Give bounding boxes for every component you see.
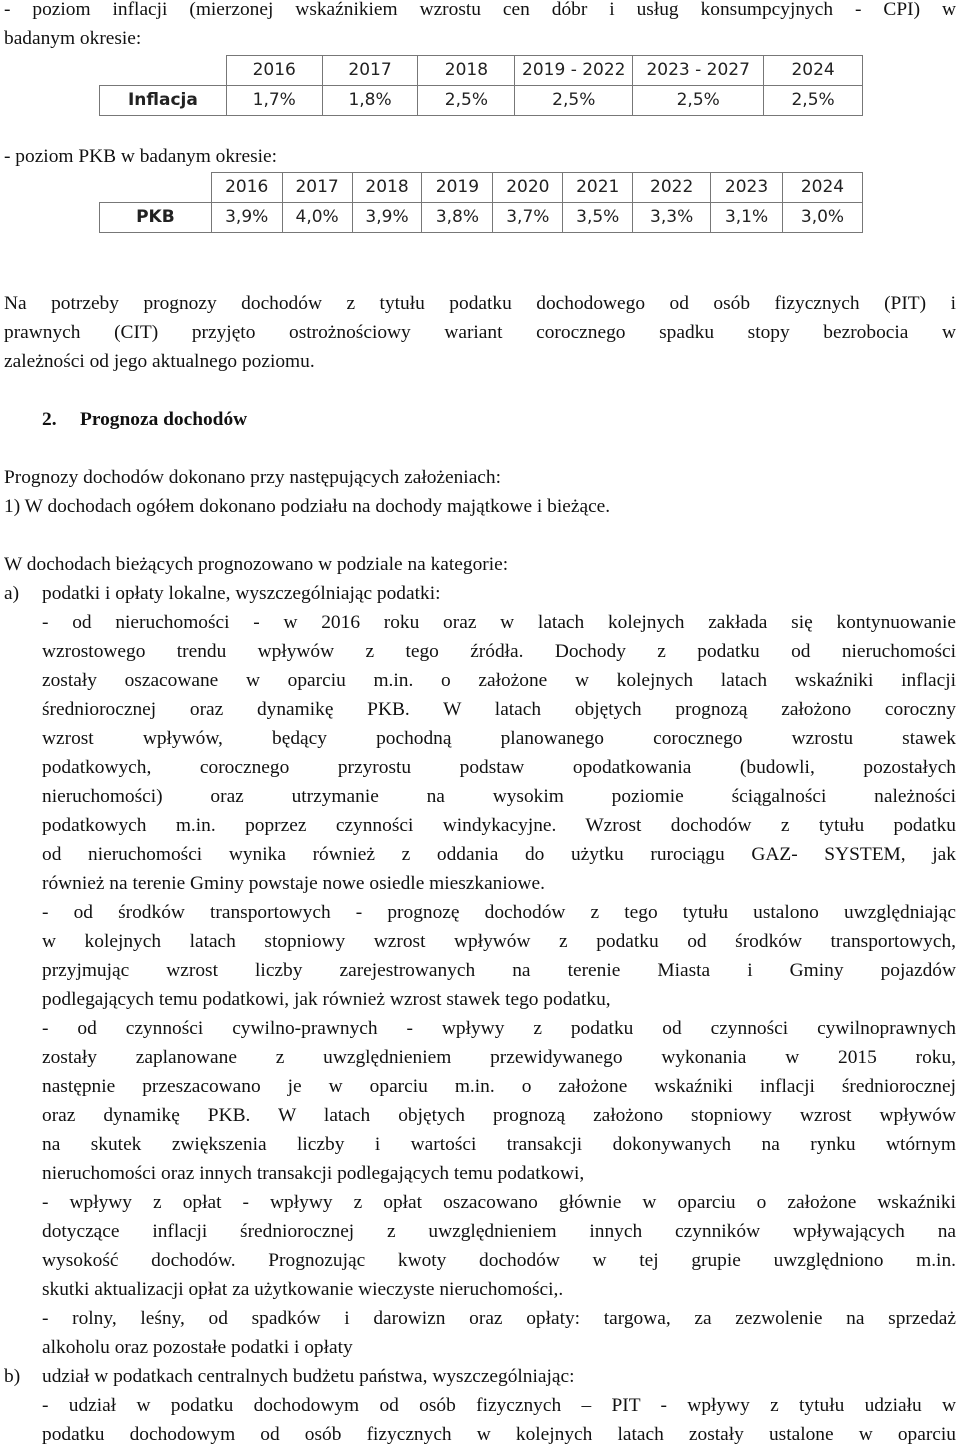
paragraph-line: Prognozy dochodów dokonano przy następujących założeniach: [4,467,501,488]
gdp-intro-line: - poziom PKB w badanym okresie: [4,146,278,167]
gdp-value-cell: 3,1% [711,202,783,232]
inflation-year-cell: 2017 [322,56,418,86]
table-corner [100,173,212,203]
list-item-a-line: - od czynności cywilno-prawnych - wpływy z podatku od czynności cywilnoprawnych [42,1018,956,1039]
inflation-value-cell: 1,8% [322,85,418,115]
gdp-value-cell: 3,9% [211,202,282,232]
gdp-value-cell: 3,9% [352,202,422,232]
list-item-a-line: przyjmując wzrost liczby zarejestrowanych na terenie Miasta i Gminy pojazdów [42,960,956,981]
list-marker-b: b) [4,1366,21,1387]
paragraph-line: 1) W dochodach ogółem dokonano podziału na dochody majątkowe i bieżące. [4,496,611,517]
list-item-b-title: udział w podatkach centralnych budżetu państwa, wyszczególniając: [42,1366,575,1387]
list-item-a-line: zostały oszacowane w oparciu m.in. o założone w kolejnych latach wskaźniki inflacji [42,670,956,691]
gdp-value-cell: 3,5% [563,202,633,232]
inflation-table-header-row [100,56,863,86]
inflation-table [99,55,863,116]
paragraph-line: W dochodach bieżących prognozowano w podziale na kategorie: [4,554,509,575]
list-item-a-line: wzrostowego trendu wpływów z tego źródła. Dochody z podatku od nieruchomości [42,641,956,662]
list-item-a-line: - od środków transportowych - prognozę dochodów z tego tytułu ustalono uwzględniając [42,902,956,923]
list-item-a-line: od nieruchomości wynika również z oddania do użytku rurociągu GAZ- SYSTEM, jak [42,844,956,865]
inflation-value-cell: 2,5% [515,85,633,115]
gdp-year-cell: 2016 [211,173,282,203]
gdp-year-cell: 2022 [633,173,711,203]
list-item-a-line: podatkowych, corocznego przyrostu podstaw opodatkowania (budowli, pozostałych [42,757,956,778]
list-item-a-line: oraz dynamikę PKB. W latach objętych prognozą założono stopniowy wzrost wpływów [42,1105,956,1126]
list-item-a-line: podlegających temu podatkowi, jak również wzrost stawek tego podatku, [42,989,611,1010]
gdp-table [99,172,863,233]
gdp-year-cell: 2018 [352,173,422,203]
list-item-a-line: na skutek zwiększenia liczby i wartości transakcji dokonywanych na rynku wtórnym [42,1134,956,1155]
gdp-row-label: PKB [100,202,212,232]
inflation-table-row [100,85,863,115]
paragraph-line: zależności od jego aktualnego poziomu. [4,351,315,372]
inflation-row-label: Inflacja [100,85,227,115]
list-item-a-line: dotyczące inflacji średniorocznej z uwzględnieniem innych czynników wpływających na [42,1221,956,1242]
list-item-a-line: alkoholu oraz pozostałe podatki i opłaty [42,1337,353,1358]
inflation-year-cell: 2016 [226,56,322,86]
gdp-year-cell: 2019 [422,173,493,203]
section-title: Prognoza dochodów [80,409,248,430]
gdp-year-cell: 2024 [783,173,863,203]
list-item-b-line: - udział w podatku dochodowym od osób fizycznych – PIT - wpływy z tytułu udziału w [42,1395,956,1416]
gdp-year-cell: 2023 [711,173,783,203]
paragraph-line: prawnych (CIT) przyjęto ostrożnościowy wariant corocznego spadku stopy bezrobocia w [4,322,956,343]
inflation-year-cell: 2018 [418,56,515,86]
list-item-a-line: wysokość dochodów. Prognozując kwoty dochodów w tej grupie uwzględniono m.in. [42,1250,956,1271]
paragraph-line: Na potrzeby prognozy dochodów z tytułu podatku dochodowego od osób fizycznych (PIT) i [4,293,956,314]
gdp-value-cell: 3,3% [633,202,711,232]
list-item-a-line: również na terenie Gminy powstaje nowe osiedle mieszkaniowe. [42,873,545,894]
inflation-year-cell: 2019 - 2022 [515,56,633,86]
list-item-a-line: zostały zaplanowane z uwzględnieniem przewidywanego wykonania w 2015 roku, [42,1047,956,1068]
list-item-a-line: średniorocznej oraz dynamikę PKB. W latach objętych prognozą założono coroczny [42,699,956,720]
table-corner [100,56,227,86]
gdp-year-cell: 2017 [282,173,352,203]
list-item-a-line: podatkowych m.in. poprzez czynności windykacyjne. Wzrost dochodów z tytułu podatku [42,815,956,836]
list-item-a-line: skutki aktualizacji opłat za użytkowanie wieczyste nieruchomości,. [42,1279,564,1300]
inflation-value-cell: 2,5% [764,85,863,115]
list-item-b-line: podatku dochodowym od osób fizycznych w kolejnych latach zostały ustalone w oparciu [42,1424,956,1445]
inflation-intro-line-2: badanym okresie: [4,28,142,49]
list-item-a-line: następnie przeszacowano je w oparciu m.in. o założone wskaźniki inflacji średniorocznej [42,1076,956,1097]
inflation-year-cell: 2024 [764,56,863,86]
gdp-value-cell: 3,7% [493,202,563,232]
gdp-table-header-row [100,173,863,203]
inflation-year-cell: 2023 - 2027 [633,56,764,86]
gdp-table-row [100,202,863,232]
list-item-a-line: - wpływy z opłat - wpływy z opłat oszacowano głównie w oparciu o założone wskaźniki [42,1192,956,1213]
list-item-a-title: podatki i opłaty lokalne, wyszczególniając podatki: [42,583,441,604]
gdp-year-cell: 2021 [563,173,633,203]
list-item-a-line: w kolejnych latach stopniowy wzrost wpływów z podatku od środków transportowych, [42,931,956,952]
gdp-year-cell: 2020 [493,173,563,203]
gdp-value-cell: 3,0% [783,202,863,232]
list-item-a-line: - rolny, leśny, od spadków i darowizn oraz opłaty: targowa, za zezwolenie na sprzedaż [42,1308,956,1329]
list-item-a-line: wzrost wpływów, będący pochodną planowanego corocznego wzrostu stawek [42,728,956,749]
section-heading [42,406,247,435]
list-item-a-line: nieruchomości oraz innych transakcji podlegających temu podatkowi, [42,1163,585,1184]
list-marker-a: a) [4,583,20,604]
list-item-a-line: - od nieruchomości - w 2016 roku oraz w latach kolejnych zakłada się kontynuowanie [42,612,956,633]
section-number: 2. [42,409,57,430]
inflation-intro-line-1: - poziom inflacji (mierzonej wskaźnikiem wzrostu cen dóbr i usług konsumpcyjnych - CPI) w [4,0,956,20]
list-item-a-line: nieruchomości) oraz utrzymanie na wysokim poziomie ściągalności należności [42,786,956,807]
gdp-value-cell: 4,0% [282,202,352,232]
inflation-value-cell: 2,5% [633,85,764,115]
inflation-value-cell: 2,5% [418,85,515,115]
gdp-value-cell: 3,8% [422,202,493,232]
inflation-value-cell: 1,7% [226,85,322,115]
